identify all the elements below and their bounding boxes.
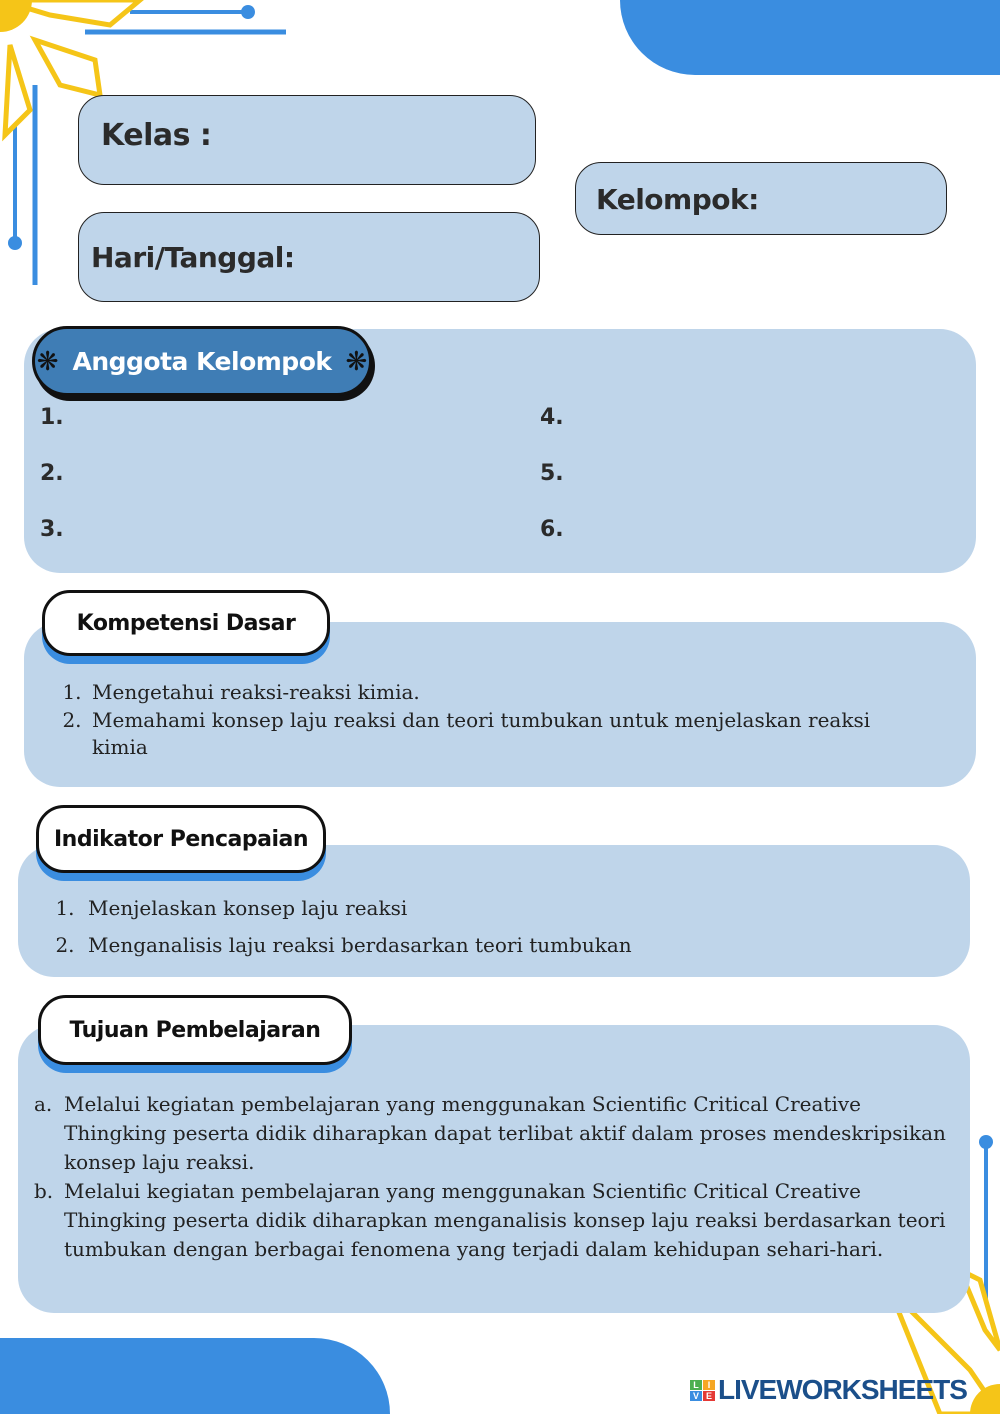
item-number: 1. (62, 680, 82, 704)
tujuan-list (34, 1090, 964, 1264)
indikator-title: Indikator Pencapaian (36, 805, 326, 873)
list-item: Menganalisis laju reaksi berdasarkan teori tumbukan (88, 933, 632, 957)
list-item: Memahami konsep laju reaksi dan teori tumbukan untuk menjelaskan reaksi kimia (92, 708, 871, 759)
logo-letter: I (703, 1380, 715, 1390)
kelas-field[interactable] (78, 95, 536, 185)
kelompok-label: Kelompok: (596, 183, 759, 216)
logo-letter: L (690, 1380, 702, 1390)
member-1[interactable]: 1. (40, 405, 64, 430)
tujuan-title: Tujuan Pembelajaran (38, 995, 352, 1065)
member-4[interactable]: 4. (540, 405, 564, 430)
kelas-label: Kelas : (101, 118, 212, 153)
logo-text: LIVEWORKSHEETS (718, 1374, 967, 1405)
member-6[interactable]: 6. (540, 517, 564, 542)
list-item: Melalui kegiatan pembelajaran yang menggunakan Scientific Critical Creative Thingking peserta didik diharapkan menganalisis konsep laju reaksi berdasarkan teori tumbukan dengan berbagai fenomena yang terjadi dalam kehidupan sehari-hari. (64, 1179, 946, 1261)
kelompok-field[interactable] (575, 162, 947, 235)
corner-blob-bottom (0, 1338, 390, 1414)
corner-blob-top (620, 0, 1000, 75)
logo-letter: E (703, 1391, 715, 1401)
hari-tanggal-label: Hari/Tanggal: (91, 241, 295, 274)
indikator-list (42, 894, 922, 960)
list-item: Melalui kegiatan pembelajaran yang menggunakan Scientific Critical Creative Thingking peserta didik diharapkan dapat terlibat aktif dalam proses mendeskripsikan konsep laju reaksi. (64, 1092, 946, 1174)
logo-icon (690, 1380, 715, 1401)
member-3[interactable]: 3. (40, 517, 64, 542)
item-number: 1. (55, 896, 75, 920)
star-icon: ❋ (36, 345, 59, 376)
anggota-badge (32, 326, 372, 396)
item-number: a. (34, 1092, 53, 1116)
kompetensi-title: Kompetensi Dasar (42, 590, 330, 656)
logo-letter: V (690, 1391, 702, 1401)
liveworksheets-logo (690, 1374, 990, 1406)
anggota-title: Anggota Kelompok (72, 346, 332, 376)
list-item: Menjelaskan konsep laju reaksi (88, 896, 408, 920)
member-2[interactable]: 2. (40, 461, 64, 486)
member-5[interactable]: 5. (540, 461, 564, 486)
hari-tanggal-field[interactable] (78, 212, 540, 302)
item-number: 2. (62, 708, 82, 732)
item-number: 2. (55, 933, 75, 957)
item-number: b. (34, 1179, 54, 1203)
kompetensi-list (52, 678, 932, 761)
list-item: Mengetahui reaksi-reaksi kimia. (92, 680, 420, 704)
star-icon: ❋ (345, 345, 368, 376)
